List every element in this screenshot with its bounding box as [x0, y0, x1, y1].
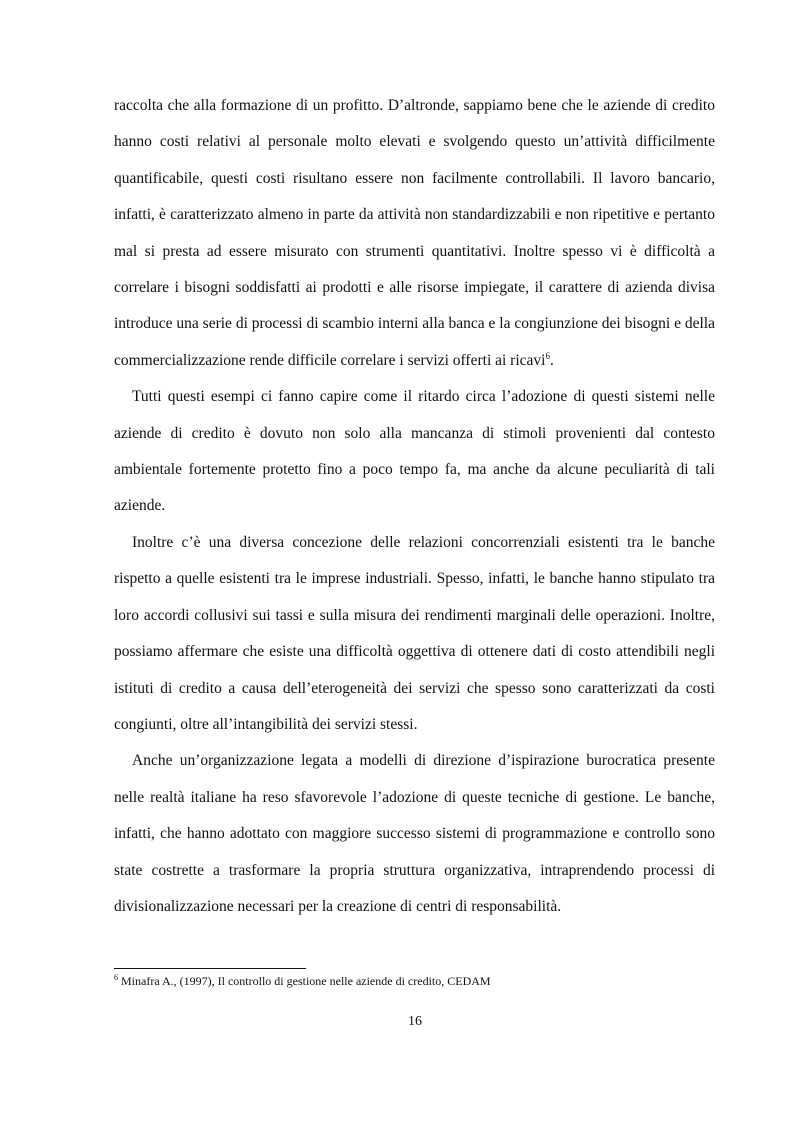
paragraph-4: Anche un’organizzazione legata a modelli di direzione d’ispirazione burocratica presente nelle realtà italiane ha reso sfavorevole l’adozione di queste tecniche di gestione. Le banche, infatti, che hanno adottato con maggiore successo sistemi di programmazione e controllo sono state costrette a trasformare la propria struttura organizzativa, intraprendendo processi di divisionalizzazione necessari per la creazione di centri di responsabilità. [114, 752, 715, 915]
paragraph-3: Inoltre c’è una diversa concezione delle relazioni concorrenziali esistenti tra le banche rispetto a quelle esistenti tra le imprese industriali. Spesso, infatti, le banche hanno stipulato tra loro accordi collusivi sui tassi e sulla misura dei rendimenti marginali delle operazioni. Inoltre, possiamo affermare che esiste una difficoltà oggettiva di ottenere dati di costo attendibili negli istituti di credito a causa dell’eterogeneità dei servizi che spesso sono caratterizzati da costi congiunti, oltre all’intangibilità dei servizi stessi. [114, 533, 715, 733]
paragraph-1 [114, 88, 715, 379]
footnote-reference[interactable]: 6 [545, 350, 550, 361]
footnote [114, 973, 715, 989]
footnote-text: Minafra A., (1997), Il controllo di gestione nelle aziende di credito, CEDAM [118, 974, 491, 988]
page-number: 16 [408, 1014, 422, 1029]
paragraph-1-text: raccolta che alla formazione di un profitto. D’altronde, sappiamo bene che le aziende di credito hanno costi relativi al personale molto elevati e svolgendo questo un’attività difficilmente quantificabile, questi costi risultano essere non facilmente controllabili. Il lavoro bancario, infatti, è caratterizzato almeno in parte da attività non standardizzabili e non ripetitive e pertanto mal si presta ad essere misurato con strumenti quantitativi. Inoltre spesso vi è difficoltà a correlare i bisogni soddisfatti ai prodotti e alle risorse impiegate, il carattere di azienda divisa introduce una serie di processi di scambio interni alla banca e la congiunzione dei bisogni e della commercializzazione rende difficile correlare i servizi offerti ai ricavi [114, 97, 715, 369]
paragraph-2: Tutti questi esempi ci fanno capire come il ritardo circa l’adozione di questi sistemi nelle aziende di credito è dovuto non solo alla mancanza di stimoli provenienti dal contesto ambientale fortemente protetto fino a poco tempo fa, ma anche da alcune peculiarità di tali aziende. [114, 388, 715, 515]
footnote-separator [114, 968, 306, 969]
footnote-number: 6 [114, 973, 118, 982]
document-body [114, 88, 715, 925]
paragraph-1-tail: . [549, 351, 554, 369]
